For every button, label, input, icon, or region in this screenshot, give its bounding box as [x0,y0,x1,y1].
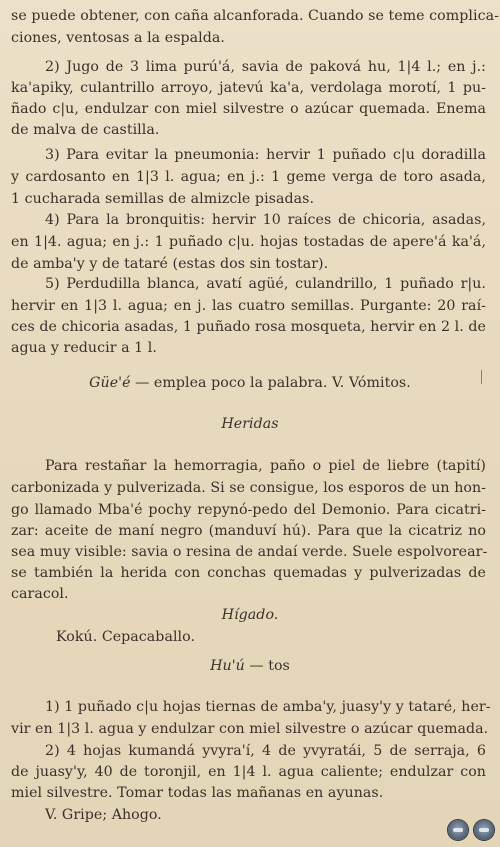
section-heading-higado: Hígado. [221,607,279,623]
text-line: de juasy'y, 40 de toronjil, en 1|4 l. agua caliente; endulzar con [11,764,486,780]
text-line: 3) Para evitar la pneumonia: hervir 1 puñado c|u doradilla [45,147,486,163]
text-line: ka'apiky, culantrillo arroyo, jatevú ka'a, verdolaga morotí, 1 pu- [11,80,486,96]
text-line: ñado c|u, endulzar con miel silvestre o azúcar quemada. Enema [11,101,486,117]
text-line: de amba'y y de tataré (estas dos sin tostar). [11,256,329,272]
text-line: caracol. [11,586,69,602]
text-line: 2) Jugo de 3 lima purú'á, savia de paková hu, 1|4 l.; en j.: [45,59,486,75]
text-line: 4) Para la bronquitis: hervir 10 raíces de chicoria, asadas, [45,212,486,228]
text-line: sea muy visible: savia o resina de andaí verde. Suele espolvorear- [11,544,488,560]
text-line: 1) 1 puñado c|u hojas tiernas de amba'y, juasy'y y tataré, her- [45,699,491,715]
entry-word: Hu'ú [210,658,245,674]
text-line: carbonizada y pulverizada. Si se consigue, los esporos de un hon- [11,480,486,496]
text-line: V. Gripe; Ahogo. [45,807,162,823]
watermark-badge-icon [474,820,494,840]
text-line: de malva de castilla. [11,122,160,138]
text-line: ciones, ventosas a la espalda. [11,30,225,46]
entry-word: Güe'é [89,375,131,391]
entry-definition: — tos [244,658,290,674]
watermark-badge-icon [448,820,468,840]
text-line: miel silvestre. Tomar todas las mañanas en ayunas. [11,785,384,801]
text-line: 5) Perdudilla blanca, avatí agüé, culandrillo, 1 puñado r|u. [45,276,486,292]
section-heading-heridas: Heridas [221,416,279,432]
text-line: go llamado Mba'é pochy repynó-pedo del Demonio. Para cicatri- [11,502,486,518]
entry-guee [0,373,500,393]
margin-mark [481,370,482,384]
text-line: hervir en 1|3 l. agua; en j. las cuatro semillas. Purgante: 20 raí- [11,298,486,314]
entry-definition: — emplea poco la palabra. V. Vómitos. [130,375,411,391]
text-line: se puede obtener, con caña alcanforada. Cuando se teme complica- [11,8,499,24]
text-line: Para restañar la hemorragia, paño o piel de liebre (tapití) [45,458,486,474]
text-line: zar: aceite de maní negro (manduví hú). Para que la cicatriz no [11,523,486,539]
text-line: ces de chicoria asadas, 1 puñado rosa mosqueta, hervir en 2 l. de [11,319,486,335]
text-line: se también la herida con conchas quemadas y pulverizadas de [11,565,486,581]
text-line: Kokú. Cepacaballo. [56,629,196,645]
text-line: 1 cucharada semillas de almizcle pisadas. [11,191,315,207]
text-line: 2) 4 hojas kumandá yvyra'í, 4 de yvyratái, 5 de serraja, 6 [45,743,486,759]
text-line: agua y reducir a 1 l. [11,340,157,356]
text-line: en 1|4. agua; en j.: 1 puñado c|u. hojas tostadas de apere'á ka'á, [11,234,486,250]
text-line: y cardosanto en 1|3 l. agua; en j.: 1 geme verga de toro asada, [11,169,486,185]
section-heading-huu [0,656,500,676]
text-line: vir en 1|3 l. agua y endulzar con miel silvestre o azúcar quemada. [11,721,489,737]
